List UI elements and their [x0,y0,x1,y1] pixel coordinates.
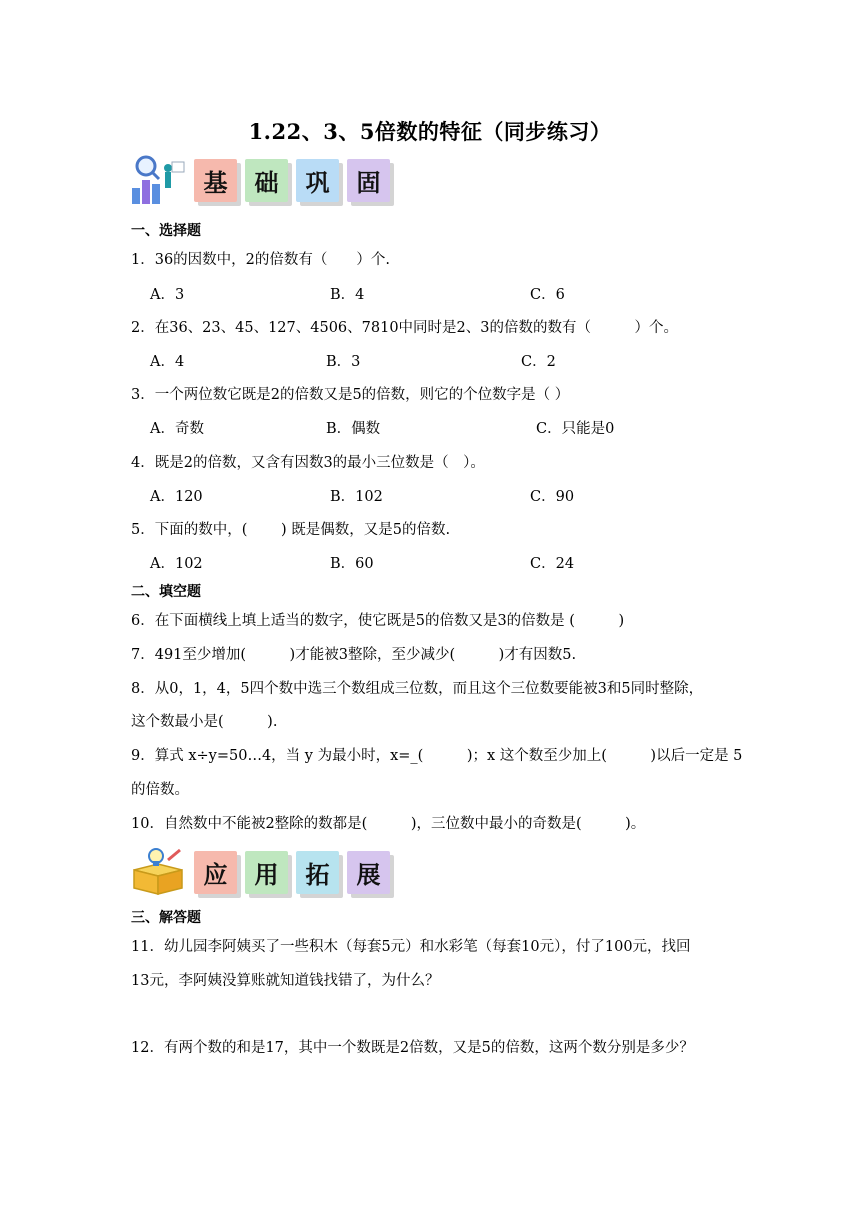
section-fill: 二、填空题 [131,584,201,600]
banner-basic-char-3: 巩 [296,159,339,202]
question-12: 12．有两个数的和是17，其中一个数既是2倍数，又是5的倍数，这两个数分别是多少？ [131,1040,694,1056]
banner-basic [128,154,398,206]
q5-option-a: A．102 [150,556,203,572]
page-title: 1.22、3、5倍数的特征（同步练习） [248,119,612,144]
section-choice: 一、选择题 [131,223,201,239]
question-8-line-1: 8．从0，1，4，5四个数中选三个数组成三位数，而且这个三位数要能被3和5同时整除， [131,681,704,697]
q1-option-a: A．3 [150,287,185,303]
q3-option-c: C．只能是0 [536,421,615,437]
q3-option-a: A．奇数 [150,421,204,437]
question-9-line-1: 9．算式 x÷y=50…4，当 y 为最小时，x=_( )；x 这个数至少加上( )以后一定是 5 [131,748,743,764]
banner-apply-char-2: 用 [245,851,288,894]
question-6: 6．在下面横线上填上适当的数字，使它既是5的倍数又是3的倍数是 ( ) [131,613,625,629]
banner-apply-char-1: 应 [194,851,237,894]
question-4: 4．既是2的倍数，又含有因数3的最小三位数是（ ）。 [131,455,485,471]
question-11-line-2: 13元，李阿姨没算账就知道钱找错了，为什么？ [131,973,440,989]
q4-option-c: C．90 [530,489,575,505]
q3-option-b: B．偶数 [326,421,381,437]
question-5: 5．下面的数中，( ) 既是偶数，又是5的倍数. [131,522,451,538]
question-9-line-2: 的倍数。 [131,782,189,798]
q2-option-b: B．3 [326,354,361,370]
question-8-line-2: 这个数最小是( ). [131,714,278,730]
q1-option-b: B．4 [330,287,365,303]
banner-basic-char-4: 固 [347,159,390,202]
banner-apply [128,846,398,898]
q5-option-b: B．60 [330,556,374,572]
q2-option-c: C．2 [521,354,556,370]
magnifier-chart-icon [128,154,186,206]
q2-option-a: A．4 [150,354,185,370]
banner-apply-char-3: 拓 [296,851,339,894]
question-7: 7．491至少增加( )才能被3整除，至少减少( )才有因数5. [131,647,577,663]
q1-option-c: C．6 [530,287,565,303]
question-1: 1．36的因数中，2的倍数有（ ）个. [131,252,391,268]
question-3: 3．一个两位数它既是2的倍数又是5的倍数，则它的个位数字是（ ） [131,387,570,403]
question-10: 10．自然数中不能被2整除的数都是( )，三位数中最小的奇数是( )。 [131,816,646,832]
section-answer: 三、解答题 [131,910,201,926]
question-11-line-1: 11．幼儿园李阿姨买了一些积木（每套5元）和水彩笔（每套10元），付了100元，找回 [131,939,691,955]
q4-option-b: B．102 [330,489,383,505]
treasure-box-icon [128,846,186,898]
banner-basic-char-1: 基 [194,159,237,202]
question-2: 2．在36、23、45、127、4506、7810中同时是2、3的倍数的数有（ ）个。 [131,320,679,336]
q4-option-a: A．120 [150,489,203,505]
q5-option-c: C．24 [530,556,575,572]
banner-basic-char-2: 础 [245,159,288,202]
banner-apply-char-4: 展 [347,851,390,894]
